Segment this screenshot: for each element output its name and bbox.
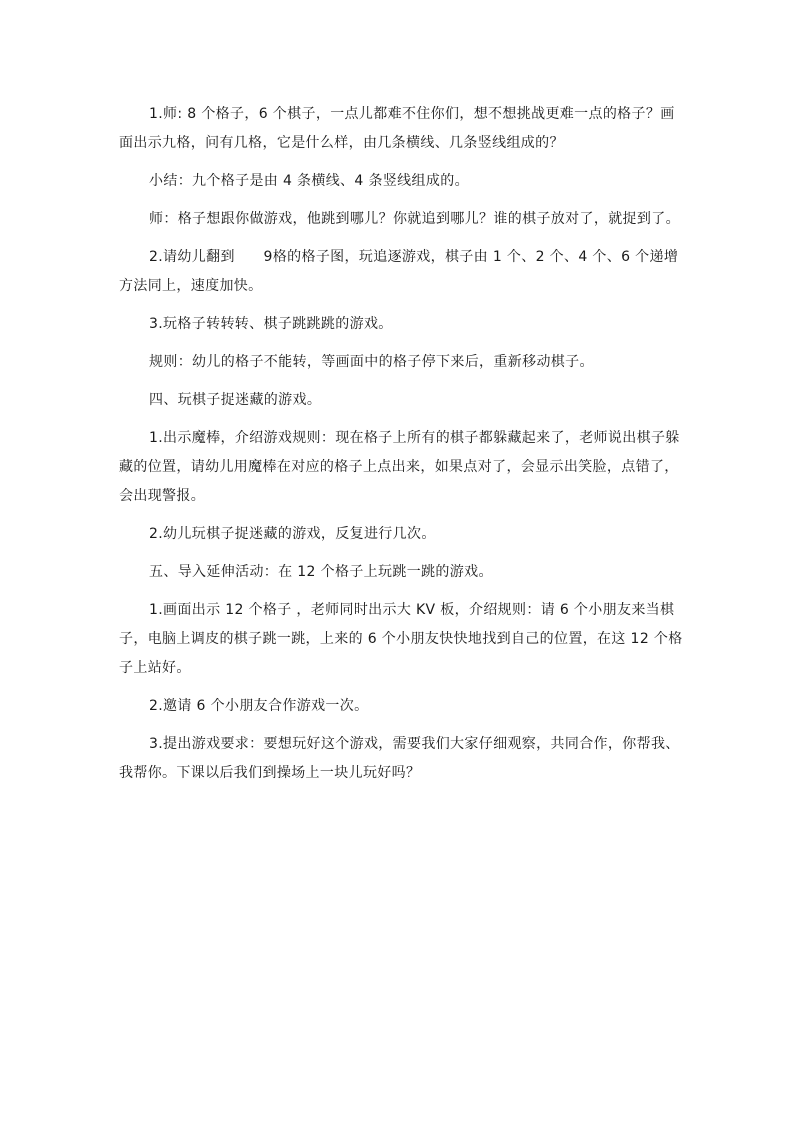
paragraph-4: 2.请幼儿翻到 9格的格子图，玩追逐游戏，棋子由 1 个、2 个、4 个、6 个递增方法同上，速度加快。 (119, 249, 679, 294)
paragraph-7: 四、玩棋子捉迷藏的游戏。 (149, 392, 322, 408)
paragraph-9: 2.幼儿玩棋子捉迷藏的游戏，反复进行几次。 (149, 526, 436, 542)
paragraph-3: 师：格子想跟你做游戏，他跳到哪儿？你就追到哪儿？谁的棋子放对了，就捉到了。 (149, 211, 680, 227)
document-body (119, 100, 685, 788)
paragraph-6: 规则：幼儿的格子不能转，等画面中的格子停下来后，重新移动棋子。 (149, 354, 594, 370)
paragraph-13: 3.提出游戏要求：要想玩好这个游戏，需要我们大家仔细观察，共同合作，你帮我、我帮你。下课以后我们到操场上一块儿玩好吗？ (119, 736, 680, 781)
paragraph-12: 2.邀请 6 个小朋友合作游戏一次。 (149, 698, 369, 714)
paragraph-11: 1.画面出示 12 个格子 ，老师同时出示大 KV 板，介绍规则：请 6 个小朋友来当棋子，电脑上调皮的棋子跳一跳，上来的 6 个小朋友快快地找到自己的位置，在这 12 个格子上站好。 (119, 602, 683, 676)
paragraph-10: 五、导入延伸活动：在 12 个格子上玩跳一跳的游戏。 (149, 564, 493, 580)
paragraph-2: 小结：九个格子是由 4 条横线、4 条竖线组成的。 (149, 173, 469, 189)
paragraph-5: 3.玩格子转转转、棋子跳跳跳的游戏。 (149, 316, 393, 332)
paragraph-8: 1.出示魔棒，介绍游戏规则：现在格子上所有的棋子都躲藏起来了，老师说出棋子躲藏的位置，请幼儿用魔棒在对应的格子上点出来，如果点对了，会显示出笑脸，点错了，会出现警报。 (119, 430, 680, 504)
paragraph-1: 1.师: 8 个格子，6 个棋子，一点儿都难不住你们，想不想挑战更难一点的格子？画面出示九格，问有几格，它是什么样，由几条横线、几条竖线组成的？ (119, 106, 675, 151)
